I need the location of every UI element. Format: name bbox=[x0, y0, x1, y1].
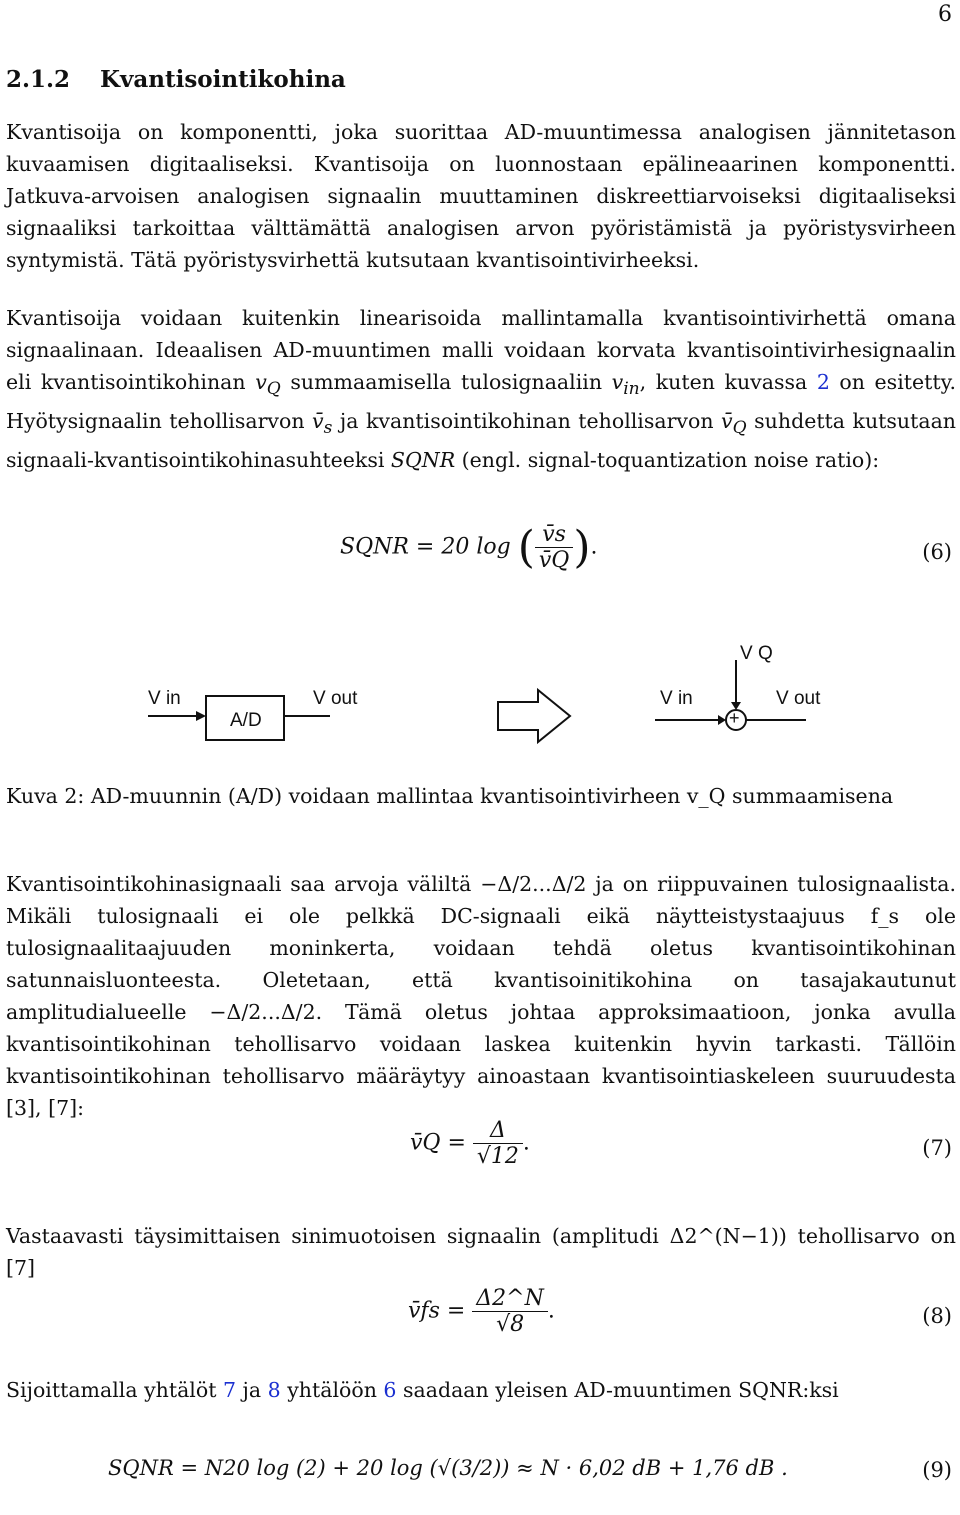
figure-caption: Kuva 2: AD-muunnin (A/D) voidaan mallintaa kvantisointivirheen v_Q summaamisena bbox=[6, 784, 894, 808]
eq-ref-7-link[interactable]: 7 bbox=[222, 1378, 237, 1402]
section-title: Kvantisointikohina bbox=[100, 66, 346, 93]
section-heading bbox=[6, 66, 346, 93]
diagram-sum-plus: + bbox=[729, 708, 740, 728]
p5-text-b: ja bbox=[236, 1378, 268, 1402]
eq7-denominator: √12 bbox=[476, 1144, 519, 1169]
eq7-lhs: v̄Q = bbox=[410, 1130, 466, 1156]
p5-text-a: Sijoittamalla yhtälöt bbox=[6, 1378, 223, 1402]
p2-text-e: ja kvantisointikohinan tehollisarvon bbox=[332, 409, 722, 434]
paragraph-3 bbox=[6, 868, 956, 1124]
p5-text-d: saadaan yleisen AD-muuntimen SQNR:ksi bbox=[396, 1378, 839, 1402]
eq6-tag: (6) bbox=[922, 540, 952, 564]
equation-7: v̄Q = $\frac{\Delta}{√12}$ . bbox=[410, 1118, 530, 1169]
diagram-vout-2: V out bbox=[776, 688, 821, 709]
eq7-numerator: Δ bbox=[473, 1118, 523, 1144]
paragraph-3-text: Kvantisointikohinasignaali saa arvoja väliltä −Δ/2...Δ/2 ja on riippuvainen tulosignaalista. Mikäli tulosignaali ei ole pelkkä DC-signaali eikä näytteistystaajuus f_s ole tulosignaalitaajuuden moninkerta, voidaan tehdä oletus kvantisointikohinan satunnaisluonteesta. Oletetaan, että kvantisoinitikohina on tasajakautunut amplitudialueelle −Δ/2...Δ/2. Tämä oletus johtaa approksimaatioon, jonka avulla kvantisointikohinan tehollisarvo voidaan laskea kuitenkin hyvin tarkasti. Tällöin kvantisointikohinan tehollisarvo määräytyy ainoastaan kvantisointiaskeleen suuruudesta [3], [7]: bbox=[6, 872, 956, 1120]
diagram-vout: V out bbox=[313, 688, 358, 709]
eq9-tag: (9) bbox=[922, 1458, 952, 1482]
diagram-vq: V Q bbox=[740, 643, 773, 664]
eq8-denominator: √8 bbox=[496, 1312, 525, 1337]
paragraph-1 bbox=[6, 116, 956, 276]
equation-9: SQNR = N20 log (2) + 20 log (√(3/2)) ≈ N · 6,02 dB + 1,76 dB . bbox=[108, 1456, 788, 1480]
p2-text-a: Kvantisoija voidaan kuitenkin linearisoida mallintamalla kvantisointivirhettä omana signaalinaan. Ideaalisen AD-muuntimen malli voidaan korvata kvantisointivirhesignaalin eli kvantisointikohinan bbox=[6, 306, 956, 394]
equation-6: SQNR = 20 log ( $\frac{v̄s}{v̄Q}$ ). bbox=[340, 522, 598, 573]
eq-ref-6-link[interactable]: 6 bbox=[383, 1378, 397, 1402]
p2-text-d: on esitetty. Hyötysignaalin tehollisarvon bbox=[6, 370, 956, 434]
eq6-numerator: v̄s bbox=[535, 522, 573, 548]
paragraph-4-text: Vastaavasti täysimittaisen sinimuotoisen signaalin (amplitudi Δ2^(N−1)) tehollisarvo on [7] bbox=[6, 1224, 956, 1280]
diagram-vin-2: V in bbox=[660, 688, 693, 709]
section-number: 2.1.2 bbox=[6, 66, 71, 93]
eq7-tag: (7) bbox=[922, 1136, 952, 1160]
p2-text-c: , kuten kuvassa bbox=[639, 370, 817, 394]
diagram-vin: V in bbox=[148, 688, 181, 709]
eq-ref-8-link[interactable]: 8 bbox=[267, 1378, 281, 1402]
equation-8: v̄fs = $\frac{\Delta 2\^{}N}{√8}$ . bbox=[408, 1286, 555, 1337]
eq8-lhs: v̄fs = bbox=[408, 1298, 466, 1324]
eq8-tag: (8) bbox=[922, 1304, 952, 1328]
paragraph-4 bbox=[6, 1220, 956, 1284]
p2-text-g: (engl. signal-toquantization noise ratio): bbox=[455, 448, 880, 473]
page-number: 6 bbox=[938, 2, 952, 27]
paragraph-2: Kvantisoija voidaan kuitenkin linearisoida mallintamalla kvantisointivirhettä omana signaalinaan. Ideaalisen AD-muuntimen malli voidaan korvata kvantisointivirhesignaalin eli kvantisointikohinan $v_Q$ summaamisella tulosignaaliin $v_{in}$, kuten kuvassa 2 on esitetty. Hyötysignaalin tehollisarvon $v̄_s$ ja kvantisointikohinan tehollisarvon $v̄_Q$ suhdetta kutsutaan signaali-kvantisointikohinasuhteeksi SQNR (engl. signal-toquantization noise ratio): bbox=[6, 306, 956, 473]
paragraph-1-text: Kvantisoija on komponentti, joka suorittaa AD-muuntimessa analogisen jännitetason kuvaamisen digitaaliseksi. Kvantisoija on luonnostaan epälineaarinen komponentti. Jatkuva-arvoisen analogisen signaalin muuttaminen diskreettiarvoiseksi digitaaliseksi signaaliksi tarkoittaa välttämättä analogisen arvon pyöristämistä ja pyöristysvirheen syntymistä. Tätä pyöristysvirhettä kutsutaan kvantisointivirheeksi. bbox=[6, 120, 956, 272]
p2-text-b: summaamisella tulosignaaliin bbox=[280, 370, 612, 394]
eq6-lhs: SQNR = 20 log bbox=[340, 534, 511, 560]
p2-text-f: suhdetta kutsutaan signaali-kvantisointikohinasuhteeksi bbox=[6, 409, 956, 473]
figure-ref-link[interactable]: 2 bbox=[816, 370, 830, 394]
paragraph-5 bbox=[6, 1374, 956, 1406]
eq8-numerator: Δ2^N bbox=[472, 1286, 548, 1312]
eq6-denominator: v̄Q bbox=[538, 548, 570, 573]
p5-text-c: yhtälöön bbox=[280, 1378, 384, 1402]
diagram-ad-block: A/D bbox=[230, 710, 262, 731]
